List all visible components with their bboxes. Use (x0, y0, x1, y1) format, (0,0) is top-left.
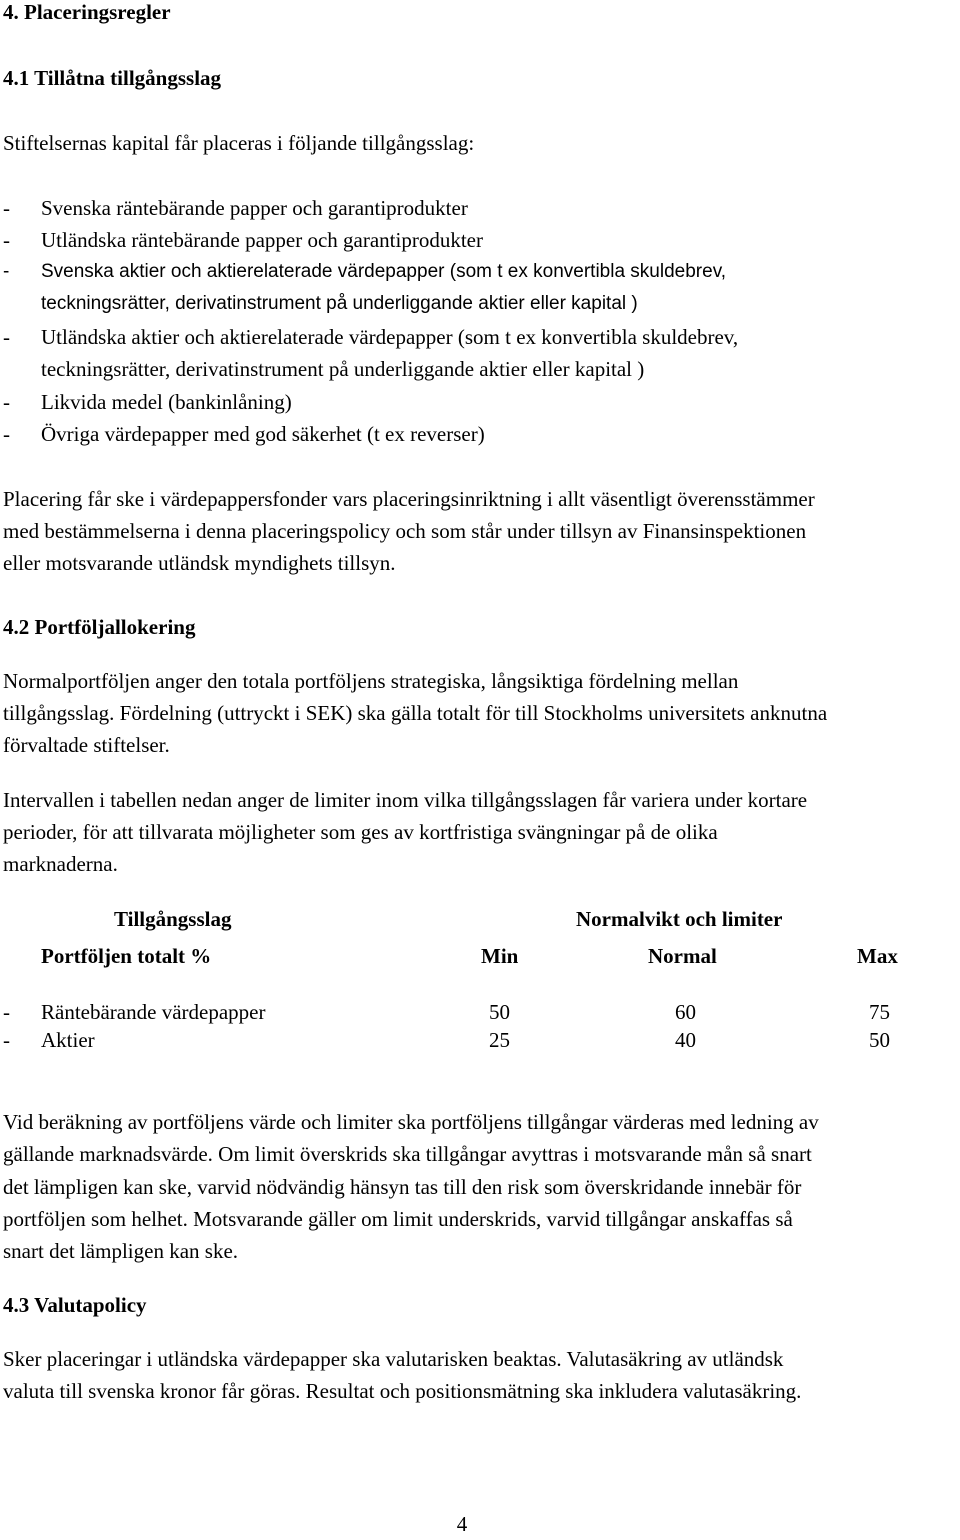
row-dash: - (3, 1000, 10, 1024)
paragraph-line: portföljen som helhet. Motsvarande gäller om limit underskrids, varvid tillgångar anskaffas så (3, 1207, 793, 1231)
paragraph-line: Vid beräkning av portföljens värde och limiter ska portföljens tillgångar värderas med ledning av (3, 1110, 819, 1134)
cell-normal: 60 (675, 1000, 696, 1024)
column-header-asset-class: Tillgångsslag (114, 907, 232, 931)
paragraph-line: Placering får ske i värdepappersfonder vars placeringsinriktning i allt väsentligt överensstämmer (3, 487, 815, 511)
cell-max: 50 (869, 1028, 890, 1052)
list-dash: - (3, 261, 10, 282)
list-dash: - (3, 196, 10, 220)
column-header-weights: Normalvikt och limiter (576, 907, 783, 931)
cell-min: 25 (489, 1028, 510, 1052)
chapter-heading: 4. Placeringsregler (3, 0, 171, 24)
list-item-text: Svenska aktier och aktierelaterade värdepapper (som t ex konvertibla skuldebrev, (41, 261, 727, 282)
list-item-text: Likvida medel (bankinlåning) (41, 390, 292, 414)
paragraph-line: Normalportföljen anger den totala portföljens strategiska, långsiktiga fördelning mellan (3, 669, 739, 693)
row-dash: - (3, 1028, 10, 1052)
section-heading-4-3: 4.3 Valutapolicy (3, 1293, 147, 1317)
list-item-text: Utländska räntebärande papper och garantiprodukter (41, 228, 483, 252)
row-label: Aktier (41, 1028, 95, 1052)
paragraph-line: snart det lämpligen kan ske. (3, 1239, 239, 1263)
page-number: 4 (456, 1512, 468, 1536)
list-dash: - (3, 325, 10, 349)
column-header-normal: Normal (648, 944, 717, 968)
paragraph-line: marknaderna. (3, 852, 118, 876)
section-intro: Stiftelsernas kapital får placeras i följande tillgångsslag: (3, 131, 475, 155)
list-item-text-continued: teckningsrätter, derivatinstrument på underliggande aktier eller kapital ) (41, 357, 645, 381)
list-item-text: Svenska räntebärande papper och garantiprodukter (41, 196, 468, 220)
row-label: Räntebärande värdepapper (41, 1000, 266, 1024)
paragraph-line: det lämpligen kan ske, varvid nödvändig hänsyn tas till den risk som överskridande innebär för (3, 1175, 802, 1199)
paragraph-line: tillgångsslag. Fördelning (uttryckt i SEK) ska gälla totalt för till Stockholms universitets anknutna (3, 701, 828, 725)
paragraph-line: perioder, för att tillvarata möjligheter som ges av kortfristiga svängningar på de olika (3, 820, 718, 844)
paragraph-line: gällande marknadsvärde. Om limit överskrids ska tillgångar avyttras i motsvarande mån så snart (3, 1142, 812, 1166)
cell-min: 50 (489, 1000, 510, 1024)
cell-max: 75 (869, 1000, 890, 1024)
cell-normal: 40 (675, 1028, 696, 1052)
row-header-label: Portföljen totalt % (41, 944, 212, 968)
list-dash: - (3, 228, 10, 252)
list-dash: - (3, 422, 10, 446)
paragraph-line: förvaltade stiftelser. (3, 733, 170, 757)
list-item-text: Övriga värdepapper med god säkerhet (t ex reverser) (41, 422, 485, 446)
column-header-max: Max (857, 944, 898, 968)
column-header-min: Min (481, 944, 519, 968)
list-dash: - (3, 390, 10, 414)
section-heading-4-1: 4.1 Tillåtna tillgångsslag (3, 66, 222, 90)
section-heading-4-2: 4.2 Portföljallokering (3, 615, 196, 639)
paragraph-line: med bestämmelserna i denna placeringspolicy och som står under tillsyn av Finansinspektionen (3, 519, 807, 543)
list-item-text: Utländska aktier och aktierelaterade värdepapper (som t ex konvertibla skuldebrev, (41, 325, 739, 349)
paragraph-line: valuta till svenska kronor får göras. Resultat och positionsmätning ska inkludera valutasäkring. (3, 1379, 802, 1403)
paragraph-line: eller motsvarande utländsk myndighets tillsyn. (3, 551, 396, 575)
list-item-text-continued: teckningsrätter, derivatinstrument på underliggande aktier eller kapital ) (41, 293, 638, 314)
paragraph-line: Intervallen i tabellen nedan anger de limiter inom vilka tillgångsslagen får variera under kortare (3, 788, 808, 812)
paragraph-line: Sker placeringar i utländska värdepapper ska valutarisken beaktas. Valutasäkring av utländsk (3, 1347, 784, 1371)
